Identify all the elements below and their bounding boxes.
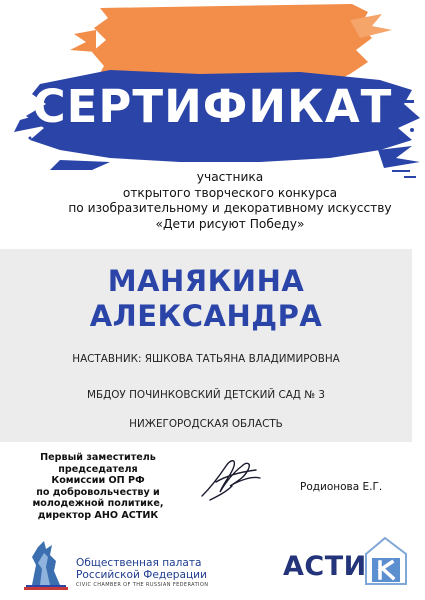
civic-chamber-name-line: Российской Федерации [76, 568, 207, 581]
civic-chamber-logo-text [76, 558, 208, 588]
subtitle-line: «Дети рисуют Победу» [155, 216, 305, 231]
astik-wordmark: АСТИ [283, 551, 367, 582]
handwritten-signature [196, 452, 266, 504]
recipient-given-name: АЛЕКСАНДРА [89, 299, 323, 333]
civic-chamber-english-name: CIVIC CHAMBER OF THE RUSSIAN FEDERATION [76, 582, 209, 588]
recipient-surname: МАНЯКИНА [107, 264, 305, 298]
subtitle-line: участника [196, 170, 264, 184]
subtitle-line: открытого творческого конкурса [122, 185, 338, 200]
signatory-position-line: председателя [58, 463, 138, 475]
institution-line: МБДОУ ПОЧИНКОВСКИЙ ДЕТСКИЙ САД № 3 [87, 389, 325, 401]
certificate-title: СЕРТИФИКАТ [32, 80, 393, 133]
region-line: НИЖЕГОРОДСКАЯ ОБЛАСТЬ [129, 418, 283, 430]
mentor-line: НАСТАВНИК: ЯШКОВА ТАТЬЯНА ВЛАДИМИРОВНА [72, 353, 340, 365]
signatory-position [18, 452, 178, 521]
signatory-position-line: Первый заместитель [40, 452, 156, 463]
civic-chamber-emblem [22, 535, 70, 590]
signatory-position-line: молодежной политике, [32, 498, 164, 509]
signatory-name: Родионова Е.Г. [300, 481, 383, 493]
signatory-position-line: директор АНО АСТИК [37, 509, 159, 521]
contest-description [60, 170, 400, 232]
civic-chamber-name-line: Общественная палата [76, 557, 202, 569]
signatory-position-line: по добровольчеству и [36, 486, 160, 498]
subtitle-line: по изобразительному и декоративному искусству [68, 201, 392, 215]
recipient-name [0, 264, 412, 334]
recipient-panel [0, 249, 412, 442]
signatory-position-line: Комиссии ОП РФ [51, 475, 145, 486]
